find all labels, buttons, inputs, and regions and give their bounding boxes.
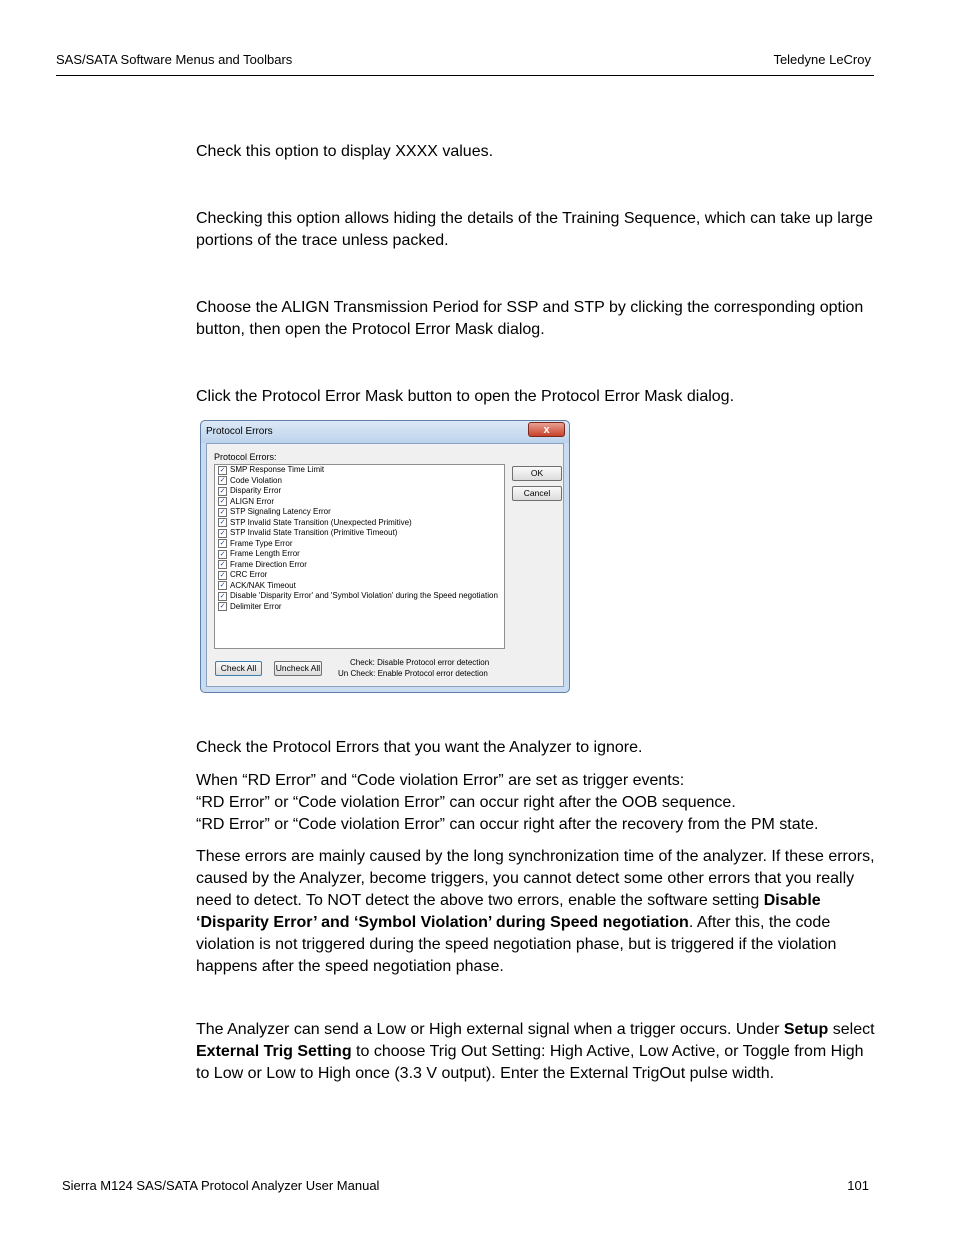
paragraph-align-period: Choose the ALIGN Transmission Period for SSP and STP by clicking the corresponding option button, then open the Protocol Error Mask dialog. <box>196 299 864 338</box>
ext-trig-text-3: to choose Trig Out Setting: High Active, Low Active, or Toggle from High to Low or Low to High once (3.3 V output). Enter the External TrigOut pulse width. <box>196 1043 864 1082</box>
checkbox-checked-icon[interactable]: ✓ <box>219 582 226 590</box>
checkbox-checked-icon[interactable]: ✓ <box>219 498 226 506</box>
running-header-company: Teledyne LeCroy <box>773 52 871 67</box>
protocol-error-label: ACK/NAK Timeout <box>230 580 296 590</box>
protocol-error-item[interactable] <box>215 528 504 539</box>
sync-text-end: . After this, the code violation is not triggered during the speed negotiation phase, but is triggered if the violation happens after the speed negotiation phase. <box>196 914 837 975</box>
checkbox-checked-icon[interactable]: ✓ <box>219 508 226 516</box>
paragraph-training-sequence: Checking this option allows hiding the details of the Training Sequence, which can take up large portions of the trace unless packed. <box>196 210 873 249</box>
trigger-events-line-1: When “RD Error” and “Code violation Error” are set as trigger events: <box>196 772 685 789</box>
paragraph-trigger-events <box>196 770 876 836</box>
paragraph-synchronization <box>196 846 876 978</box>
uncheck-all-button[interactable]: Uncheck All <box>274 661 322 676</box>
protocol-error-label: STP Invalid State Transition (Unexpected Primitive) <box>230 517 412 527</box>
protocol-error-item[interactable] <box>215 486 504 497</box>
checkbox-checked-icon[interactable]: ✓ <box>219 540 226 548</box>
protocol-errors-list[interactable] <box>214 464 505 649</box>
dialog-title: Protocol Errors <box>206 426 273 437</box>
protocol-error-item[interactable] <box>215 570 504 581</box>
checkbox-checked-icon[interactable]: ✓ <box>219 603 226 611</box>
dialog-title-bar <box>201 421 569 443</box>
protocol-error-item[interactable] <box>215 591 504 602</box>
paragraph-error-mask-button: Click the Protocol Error Mask button to open the Protocol Error Mask dialog. <box>196 388 735 405</box>
checkbox-checked-icon[interactable]: ✓ <box>219 477 226 485</box>
ext-trig-text-2: select <box>828 1021 875 1038</box>
legend-check: Check: Disable Protocol error detection <box>350 658 490 667</box>
protocol-error-label: Disparity Error <box>230 486 282 496</box>
dialog-body <box>206 443 564 687</box>
trigger-events-line-3: “RD Error” or “Code violation Error” can occur right after the recovery from the PM state. <box>196 816 819 833</box>
protocol-error-label: STP Signaling Latency Error <box>230 507 331 517</box>
protocol-errors-dialog <box>200 420 570 693</box>
protocol-error-label: ALIGN Error <box>230 496 275 506</box>
ok-button[interactable]: OK <box>512 466 562 481</box>
protocol-error-label: Code Violation <box>230 475 282 485</box>
protocol-error-item[interactable] <box>215 465 504 476</box>
protocol-error-label: Frame Length Error <box>230 549 300 559</box>
protocol-error-label: STP Invalid State Transition (Primitive Timeout) <box>230 528 398 538</box>
sync-text-start: These errors are mainly caused by the long synchronization time of the analyzer. If these errors, caused by the Analyzer, become triggers, you cannot detect some other errors that you really need to detect. To NOT detect the above two errors, enable the software setting <box>196 848 875 909</box>
close-icon[interactable]: x <box>528 422 565 437</box>
protocol-error-item[interactable] <box>215 602 504 613</box>
protocol-error-item[interactable] <box>215 507 504 518</box>
checkbox-checked-icon[interactable]: ✓ <box>219 561 226 569</box>
header-rule <box>56 75 874 76</box>
ext-trig-text-1: The Analyzer can send a Low or High external signal when a trigger occurs. Under <box>196 1021 784 1038</box>
paragraph-check-errors: Check the Protocol Errors that you want the Analyzer to ignore. <box>196 739 643 756</box>
protocol-error-label: SMP Response Time Limit <box>230 465 325 475</box>
paragraph-external-trigger <box>196 1019 876 1085</box>
protocol-error-item[interactable] <box>215 539 504 550</box>
disable-disparity-setting: Disable ‘Disparity Error’ and ‘Symbol Violation’ during Speed negotiation <box>196 892 821 931</box>
page-number: 101 <box>847 1178 869 1193</box>
protocol-errors-label: Protocol Errors: <box>214 452 277 462</box>
protocol-error-item[interactable] <box>215 497 504 508</box>
legend-uncheck: Un Check: Enable Protocol error detection <box>338 669 488 678</box>
checkbox-checked-icon[interactable]: ✓ <box>219 519 226 527</box>
check-all-button[interactable]: Check All <box>215 661 262 676</box>
checkbox-checked-icon[interactable]: ✓ <box>219 529 226 537</box>
checkbox-checked-icon[interactable]: ✓ <box>219 466 226 474</box>
cancel-button[interactable]: Cancel <box>512 486 562 501</box>
protocol-error-label: Delimiter Error <box>230 601 282 611</box>
checkbox-checked-icon[interactable]: ✓ <box>219 550 226 558</box>
footer-manual-title: Sierra M124 SAS/SATA Protocol Analyzer User Manual <box>62 1178 380 1193</box>
protocol-error-label: Frame Type Error <box>230 538 293 548</box>
protocol-error-label: Frame Direction Error <box>230 559 307 569</box>
external-trig-setting-name: External Trig Setting <box>196 1043 352 1060</box>
protocol-error-label: Disable 'Disparity Error' and 'Symbol Violation' during the Speed negotiation <box>230 591 498 601</box>
checkbox-checked-icon[interactable]: ✓ <box>219 571 226 579</box>
protocol-error-item[interactable] <box>215 560 504 571</box>
trigger-events-line-2: “RD Error” or “Code violation Error” can occur right after the OOB sequence. <box>196 794 736 811</box>
setup-menu-name: Setup <box>783 1021 829 1038</box>
paragraph-display-values: Check this option to display XXXX values. <box>196 143 494 160</box>
protocol-error-item[interactable] <box>215 476 504 487</box>
checkbox-checked-icon[interactable]: ✓ <box>219 592 226 600</box>
checkbox-checked-icon[interactable]: ✓ <box>219 487 226 495</box>
running-header-title: SAS/SATA Software Menus and Toolbars <box>56 52 293 67</box>
protocol-error-label: CRC Error <box>230 570 268 580</box>
protocol-error-item[interactable] <box>215 549 504 560</box>
protocol-error-item[interactable] <box>215 518 504 529</box>
protocol-error-item[interactable] <box>215 581 504 592</box>
